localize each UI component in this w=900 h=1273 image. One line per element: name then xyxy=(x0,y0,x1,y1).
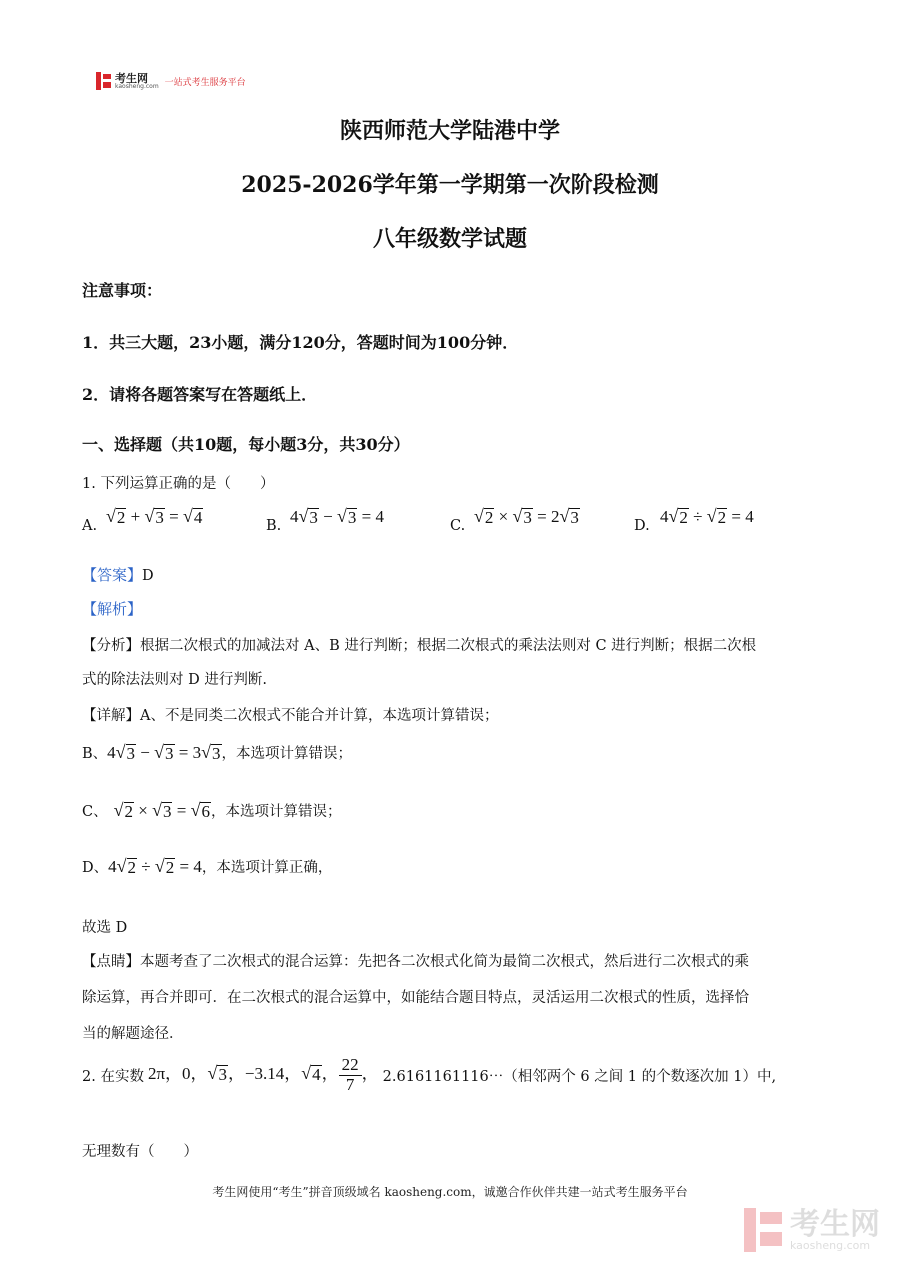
answer-value: D xyxy=(142,568,154,584)
notes-item-1: 1．共三大题，23小题，满分120分，答题时间为100分钟． xyxy=(82,333,519,352)
option-a-formula: √ 2 + √ 3 = √ 4 xyxy=(106,506,203,528)
explain-d-formula: 4 √ 2 ÷ √ 2 = 4 xyxy=(108,856,202,878)
explain-d-suffix: ，本选项计算正确， xyxy=(201,860,333,876)
question-2-stem xyxy=(82,1056,776,1094)
fenxi-tag: 【分析】 xyxy=(82,638,140,654)
watermark-name: 考生网 xyxy=(790,1206,880,1242)
logo-slogan: 一站式考生服务平台 xyxy=(164,77,246,88)
logo-domain: kaosheng.com xyxy=(115,82,159,90)
term-title: 2025-2026学年第一学期第一次阶段检测 xyxy=(241,172,659,198)
kaosheng-logo-icon xyxy=(96,72,112,90)
question-2-start: 2. 在实数 xyxy=(82,1068,144,1085)
option-c-formula: √ 2 × √ 3 = 2 √ 3 xyxy=(474,506,579,528)
fenxi-line-2: 式的除法法则对 D 进行判断. xyxy=(82,672,267,688)
option-d-formula: 4 √ 2 ÷ √ 2 = 4 xyxy=(660,506,754,528)
explain-c-suffix: ，本选项计算错误； xyxy=(210,804,342,820)
school-title: 陕西师范大学陆港中学 xyxy=(339,118,560,144)
explain-d-prefix: D、 xyxy=(82,860,109,876)
analysis-tag: 【解析】 xyxy=(82,600,143,618)
watermark-domain: kaosheng.com xyxy=(790,1238,871,1252)
explain-b-prefix: B、 xyxy=(82,746,108,762)
xiangjie-a-text: A、不是同类二次根式不能合并计算，本选项计算错误； xyxy=(140,708,499,724)
section-heading: 一、选择题（共10题，每小题3分，共30分） xyxy=(82,435,410,454)
xiangjie-tag: 【详解】 xyxy=(82,708,140,724)
explain-c-formula: √ 2 × √ 3 = √ 6 xyxy=(113,800,210,822)
explain-b-suffix: ，本选项计算错误； xyxy=(221,746,353,762)
explain-b xyxy=(82,742,352,763)
fenxi-line-1 xyxy=(82,634,756,655)
fenxi-text-1: 根据二次根式的加减法对 A、B 进行判断；根据二次根式的乘法法则对 C 进行判断；根据二次根 xyxy=(140,638,757,654)
exam-title: 八年级数学试题 xyxy=(372,226,527,252)
option-c-label: C. xyxy=(450,518,466,534)
dianjing-text-1: 本题考查了二次根式的混合运算：先把各二次根式化简为最简二次根式，然后进行二次根式的乘 xyxy=(140,954,749,970)
notes-item-2: 2．请将各题答案写在答题纸上． xyxy=(82,385,318,404)
answer-tag: 【答案】 xyxy=(82,566,143,584)
question-2-tail: 2.6161161116⋯（相邻两个 6 之间 1 的个数逐次加 1）中, xyxy=(382,1068,777,1085)
explain-b-formula: 4 √ 3 − √ 3 = 3 √ 3 xyxy=(107,742,221,764)
explain-d xyxy=(82,856,332,877)
dianjing-line-3: 当的解题途径． xyxy=(82,1026,184,1042)
xiangjie-line-a xyxy=(82,704,498,725)
question-2-line-2: 无理数有（ ） xyxy=(82,1144,198,1160)
question-1-stem: 1. 下列运算正确的是（ ） xyxy=(82,476,275,492)
option-d-label: D. xyxy=(634,518,650,534)
explain-c xyxy=(82,800,341,821)
logo-name: 考生网 xyxy=(115,71,148,85)
explain-c-prefix: C、 xyxy=(82,804,108,820)
header-logo xyxy=(96,72,246,90)
notes-heading: 注意事项： xyxy=(82,281,163,300)
watermark xyxy=(744,1208,880,1252)
answer-line xyxy=(82,564,154,585)
option-b-formula: 4 √ 3 − √ 3 = 4 xyxy=(290,506,384,528)
conclusion: 故选 D xyxy=(82,920,128,936)
option-b-label: B. xyxy=(266,518,282,534)
dianjing-tag: 【点睛】 xyxy=(82,954,140,970)
question-2-numbers: 2π，0， √ 3 ，−3.14， √ 4 ， $\frac{22}{7}$ ， xyxy=(147,1055,379,1094)
watermark-logo-icon xyxy=(744,1208,784,1252)
option-a-label: A. xyxy=(82,518,98,534)
dianjing-line-2: 除运算，再合并即可．在二次根式的混合运算中，如能结合题目特点，灵活运用二次根式的性质，选择恰 xyxy=(82,990,749,1006)
dianjing-line-1 xyxy=(82,950,749,971)
footer-text: 考生网使用“考生”拼音顶级域名 kaosheng.com，诚邀合作伙伴共建一站式考生服务平台 xyxy=(212,1185,688,1199)
